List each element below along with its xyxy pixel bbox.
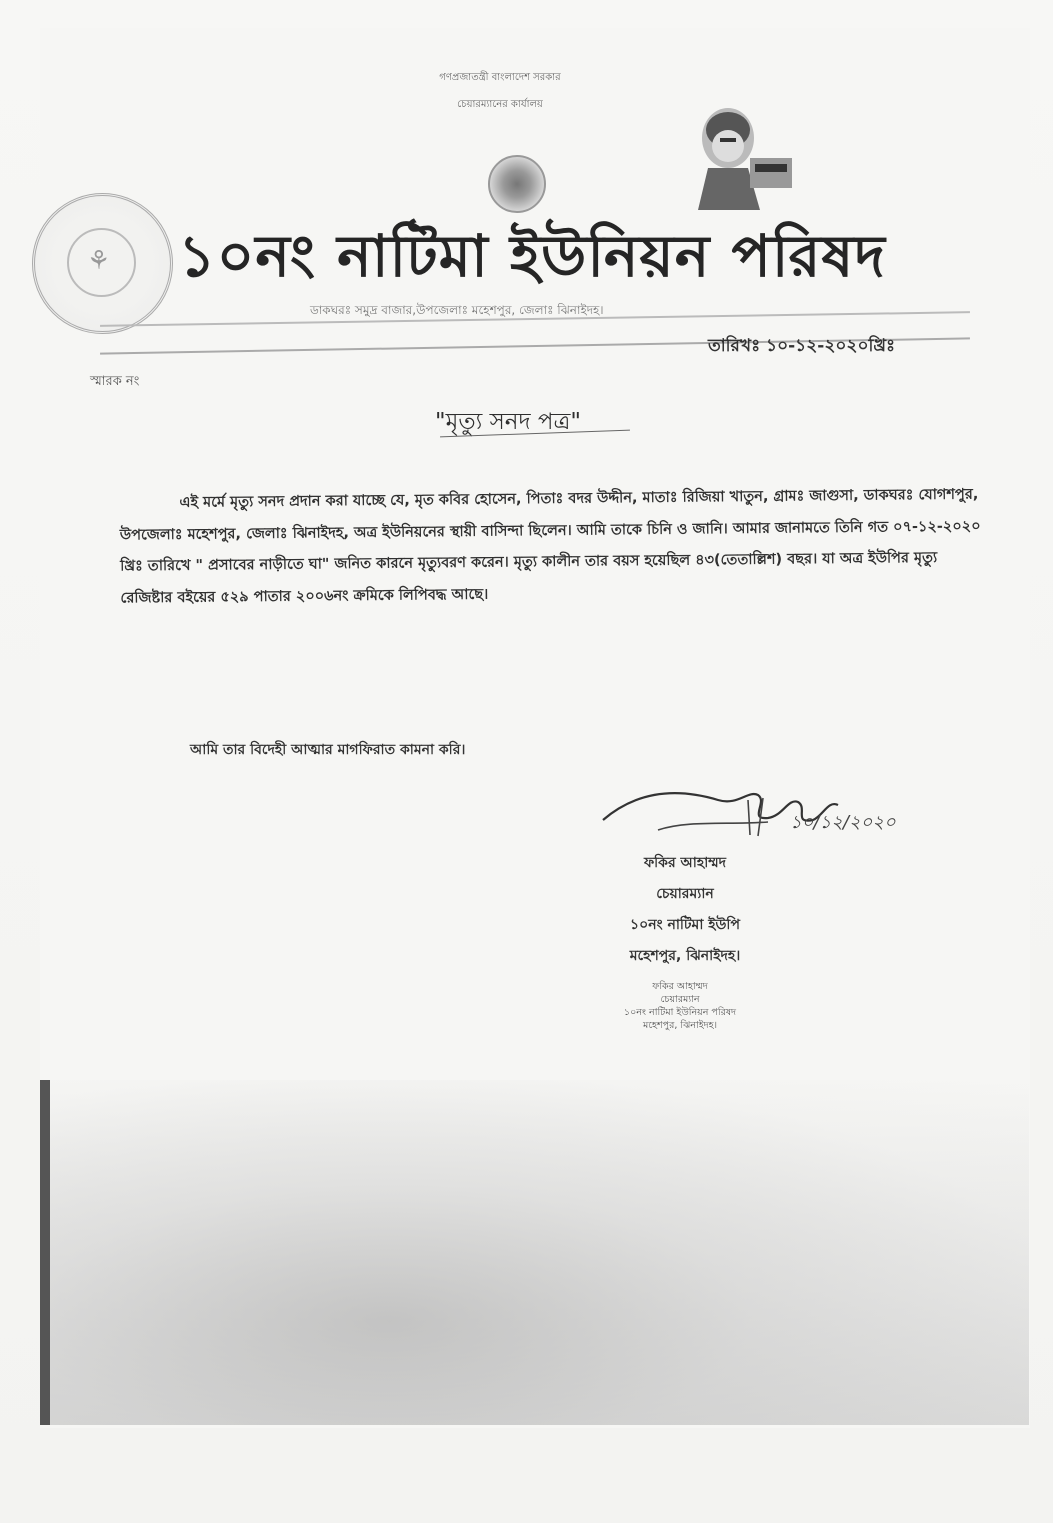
scan-edge: [40, 1080, 50, 1425]
signatory-designation: চেয়ারম্যান: [656, 886, 714, 902]
portrait-logo-icon: [680, 100, 800, 210]
union-seal-icon: ⚘: [32, 193, 173, 334]
union-address: ডাকঘরঃ সমুদ্র বাজার,উপজেলাঃ মহেশপুর, জেলাঃ ঝিনাইদহ।: [310, 303, 604, 317]
gov-line-1: গণপ্রজাতন্ত্রী বাংলাদেশ সরকার: [439, 72, 561, 83]
signatory-name: ফকির আহাম্মদ: [643, 855, 727, 871]
certificate-heading: "মৃত্যু সনদ পত্র": [435, 409, 581, 435]
stamp-line-1: ফকির আহাম্মদ: [652, 981, 708, 992]
stamp-line-2: চেয়ারম্যান: [660, 994, 700, 1005]
stamp-line-4: মহেশপুর, ঝিনাইদহ।: [642, 1020, 718, 1031]
signatory-block: [560, 848, 810, 972]
issue-date: তারিখঃ ১০-১২-২০২০খ্রিঃ: [708, 336, 896, 356]
scan-shadow: [44, 1080, 1029, 1425]
union-title: ১০নং নাটিমা ইউনিয়ন পরিষদ: [178, 222, 886, 290]
government-emblem-icon: [488, 155, 546, 213]
signatory-location: মহেশপুর, ঝিনাইদহ।: [629, 948, 741, 964]
certificate-body-text: এই মর্মে মৃত্যু সনদ প্রদান করা যাচ্ছে যে, মৃত কবির হোসেন, পিতাঃ বদর উদ্দীন, মাতাঃ রিজিয়া খাতুন, গ্রামঃ জাগুসা, ডাকঘরঃ যোগশপুর, উপজেলাঃ মহেশপুর, জেলাঃ ঝিনাইদহ, অত্র ইউনিয়নের স্থায়ী বাসিন্দা ছিলেন। আমি তাকে চিনি ও জানি। আমার জানামতে তিনি গত ০৭-১২-২০২০ খ্রিঃ তারিখে " প্রসাবের নাড়ীতে ঘা" জনিত কারনে মৃত্যুবরণ করেন। মৃত্যু কালীন তার বয়স হয়েছিল ৪৩(তেতাল্লিশ) বছর। যা অত্র ইউপির মৃত্যু রেজিষ্টার বইয়ের ৫২৯ পাতার ২০০৬নং ক্রমিকে লিপিবদ্ধ আছে।: [119, 486, 981, 607]
official-stamp: [570, 980, 790, 1032]
certificate-body: [119, 479, 990, 614]
memo-number: স্মারক নং: [90, 374, 140, 389]
prayer-line: আমি তার বিদেহী আত্মার মাগফিরাত কামনা করি।: [190, 742, 466, 758]
stamp-line-3: ১০নং নাটিমা ইউনিয়ন পরিষদ: [623, 1007, 737, 1018]
signatory-union: ১০নং নাটিমা ইউপি: [630, 917, 740, 933]
gov-line-2: চেয়ারম্যানের কার্যালয়: [457, 99, 543, 110]
signature-date: ১০/১২/২০২০: [790, 812, 896, 833]
